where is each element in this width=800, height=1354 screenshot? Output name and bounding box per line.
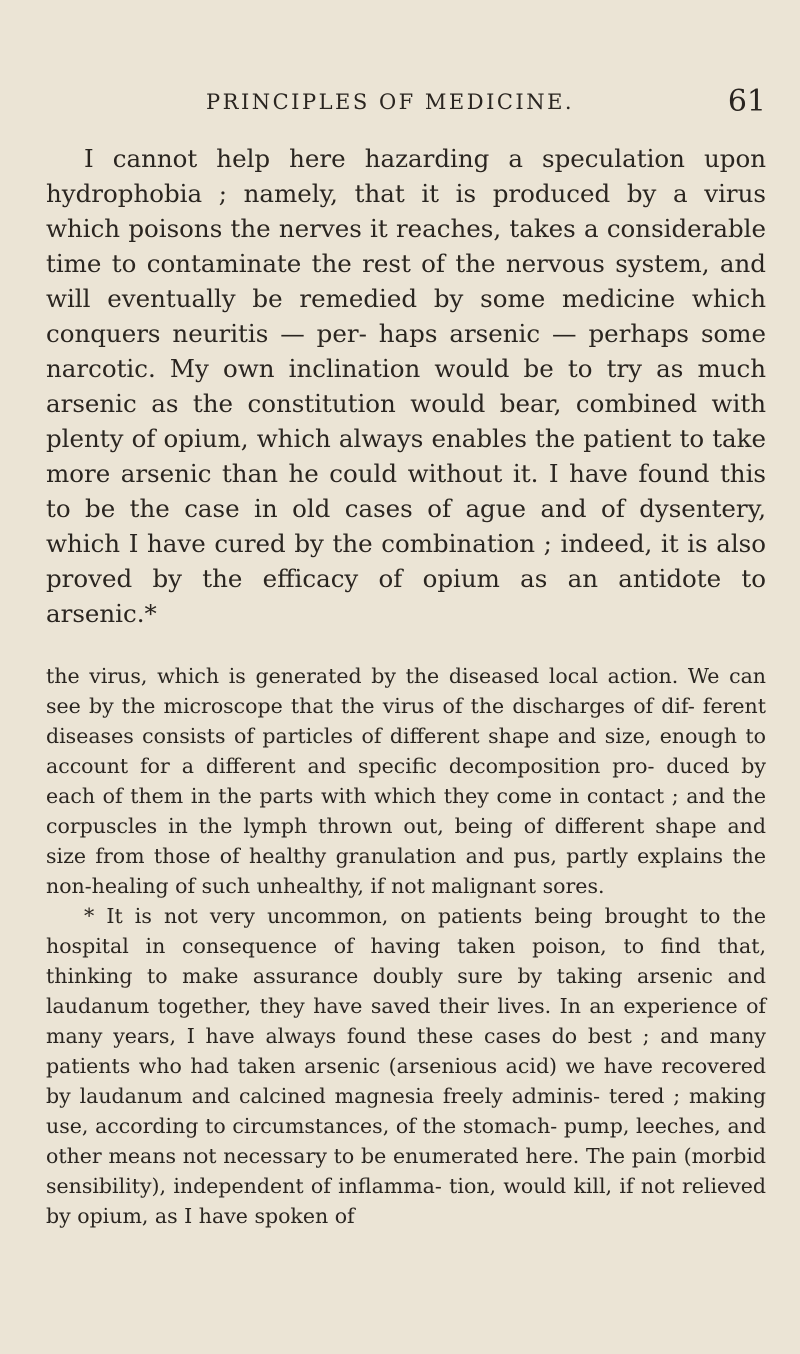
running-title: PRINCIPLES OF MEDICINE.: [206, 90, 575, 114]
running-head: [46, 84, 766, 124]
footnote-continuation: the virus, which is generated by the diseased local action. We can see by the microscope that the virus of the discharges of dif- ferent diseases consists of particles of different shape and size, enough to account for a different and specific decomposition pro- duced by each of them in the parts with which they come in contact ; and the corpuscles in the lymph thrown out, being of different shape and size from those of healthy granulation and pus, partly explains the non-healing of such unhealthy, if not malignant sores.: [46, 664, 766, 898]
footnotes: [46, 661, 766, 1231]
page-number: 61: [727, 84, 766, 119]
main-paragraph: I cannot help here hazarding a speculation upon hydrophobia ; namely, that it is produced by a virus which poisons the nerves it reaches, takes a considerable time to contaminate the rest of the nervous system, and will eventually be remedied by some medicine which conquers neuritis — per- haps arsenic — perhaps some narcotic. My own inclination would be to try as much arsenic as the constitution would bear, combined with plenty of opium, which always enables the patient to take more arsenic than he could without it. I have found this to be the case in old cases of ague and of dysentery, which I have cured by the combination ; indeed, it is also proved by the efficacy of opium as an antidote to arsenic.*: [46, 144, 766, 628]
footnote-asterisk: * It is not very uncommon, on patients being brought to the hospital in consequence of having taken poison, to find that, thinking to make assurance doubly sure by taking arsenic and laudanum together, they have saved their lives. In an experience of many years, I have always found these cases do best ; and many patients who had taken arsenic (arsenious acid) we have recovered by laudanum and calcined magnesia freely adminis- tered ; making use, according to circumstances, of the stomach- pump, leeches, and other means not necessary to be enumerated here. The pain (morbid sensibility), independent of inflamma- tion, would kill, if not relieved by opium, as I have spoken of: [46, 904, 766, 1228]
